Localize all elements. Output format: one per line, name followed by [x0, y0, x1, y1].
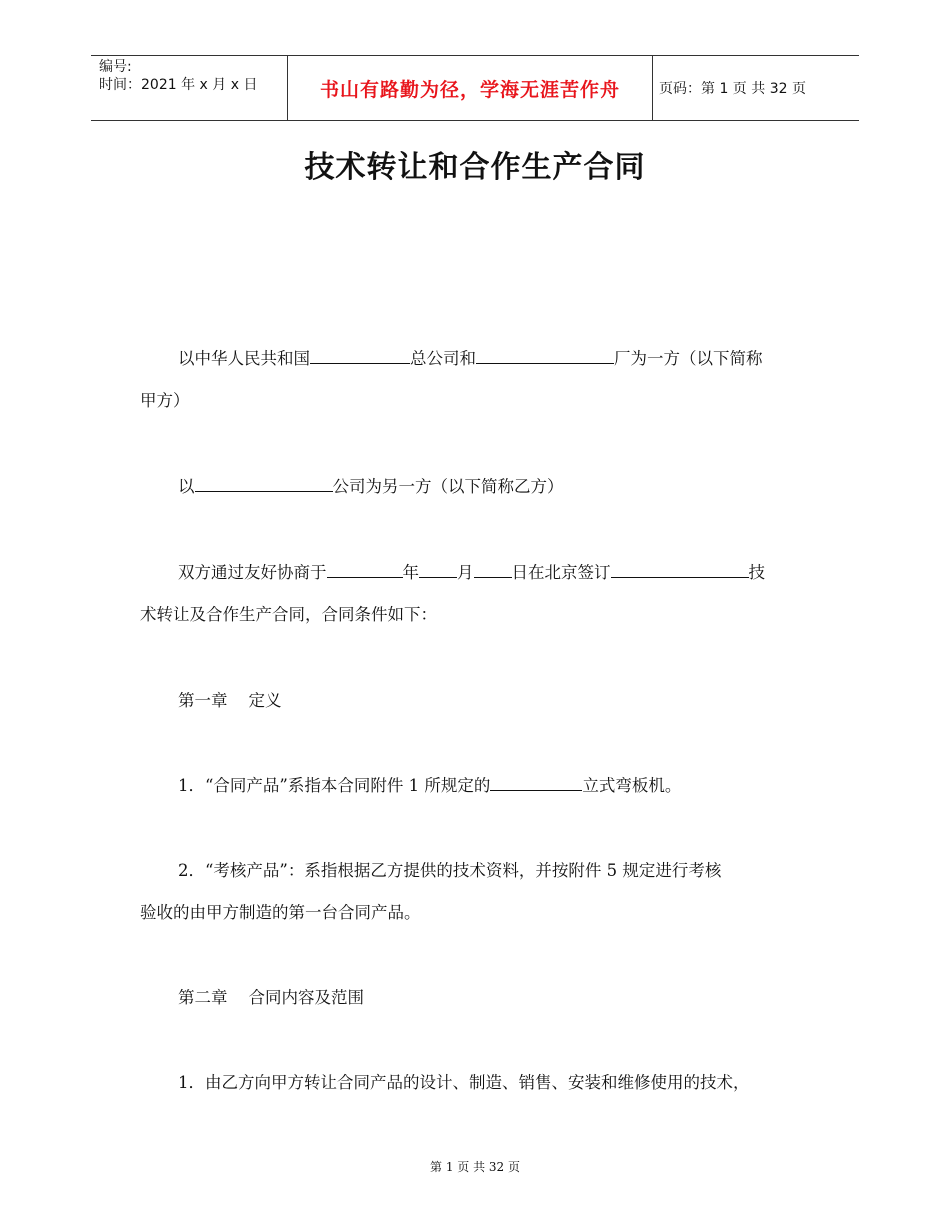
page-header: [91, 55, 859, 121]
text-segment: 验收的由甲方制造的第一台合同产品。: [140, 903, 421, 922]
chapter-title: 第一章 定义: [178, 691, 282, 710]
paragraph-party-a: [140, 338, 820, 422]
text-segment: 以中华人民共和国: [178, 349, 310, 368]
text-segment: 技: [748, 563, 765, 582]
header-page-number: 页码：第 1 页 共 32 页: [659, 81, 806, 97]
blank-field: [195, 473, 333, 492]
chapter-2-heading: [140, 977, 820, 1019]
scope-item-1: [140, 1062, 820, 1104]
header-meta: [99, 58, 289, 94]
text-segment: 甲方）: [140, 391, 190, 410]
text-segment: 日在北京签订: [511, 563, 611, 582]
blank-field: [474, 559, 512, 578]
header-motto-cell: [287, 55, 653, 121]
text-segment: 双方通过友好协商于: [178, 563, 327, 582]
blank-field: [611, 559, 749, 578]
text-segment: 月: [457, 563, 474, 582]
header-motto: 书山有路勤为径，学海无涯苦作舟: [319, 78, 620, 101]
paragraph-signing: [140, 552, 820, 636]
blank-field: [419, 559, 457, 578]
chapter-1-heading: [140, 680, 820, 722]
blank-field: [327, 559, 403, 578]
blank-field: [310, 345, 410, 364]
page-footer: 第 1 页 共 32 页: [430, 1160, 520, 1174]
text-segment: 1．“合同产品”系指本合同附件 1 所规定的: [178, 776, 491, 795]
serial-label: 编号:: [99, 59, 132, 75]
definition-item-2: [140, 850, 820, 934]
definition-item-1: [140, 765, 820, 807]
text-segment: 术转让及合作生产合同，合同条件如下：: [140, 605, 437, 624]
blank-field: [490, 772, 582, 791]
text-segment: 立式弯板机。: [582, 776, 682, 795]
document-title: 技术转让和合作生产合同: [304, 150, 646, 185]
paragraph-party-b: [140, 466, 820, 508]
text-segment: 厂为一方（以下简称: [614, 349, 763, 368]
time-label: 时间：2021 年 x 月 x 日: [99, 77, 258, 93]
chapter-title: 第二章 合同内容及范围: [178, 988, 364, 1007]
text-segment: 年: [402, 563, 419, 582]
text-segment: 公司为另一方（以下简称乙方）: [332, 477, 564, 496]
text-segment: 2．“考核产品”：系指根据乙方提供的技术资料，并按附件 5 规定进行考核: [178, 861, 722, 880]
text-segment: 1．由乙方向甲方转让合同产品的设计、制造、销售、安装和维修使用的技术，: [178, 1073, 750, 1092]
blank-field: [476, 345, 614, 364]
text-segment: 以: [178, 477, 195, 496]
text-segment: 总公司和: [410, 349, 476, 368]
